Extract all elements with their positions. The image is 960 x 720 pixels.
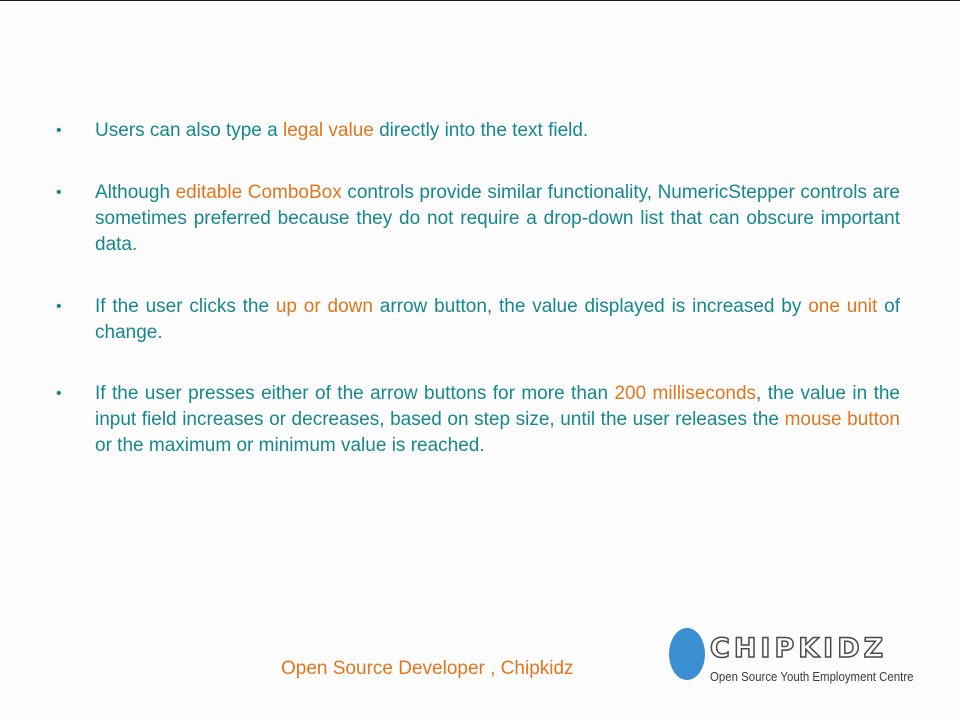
footer-credit: Open Source Developer , Chipkidz: [281, 658, 574, 679]
chipkidz-logo: [668, 626, 938, 690]
text-segment: , the value in the input field increases or decreases, based on step size, until the user releases the: [95, 383, 900, 430]
bullet-marker: •: [56, 298, 62, 315]
bullet-marker: •: [56, 122, 62, 139]
logo-wordmark: CHIPKIDZ: [710, 633, 888, 664]
text-segment: Although: [95, 182, 176, 203]
bullet-item: [56, 118, 900, 144]
bullet-text: [95, 383, 900, 456]
highlighted-term: mouse button: [784, 409, 900, 430]
highlighted-term: one unit: [808, 296, 878, 317]
highlighted-term: up or down: [275, 296, 373, 317]
text-segment: of change.: [95, 296, 901, 343]
bullet-item: [56, 294, 900, 346]
logo-tagline: Open Source Youth Employment Centre: [710, 669, 914, 684]
highlighted-term: legal value: [282, 120, 374, 141]
text-segment: arrow button, the value displayed is increased by: [372, 296, 809, 317]
bullet-text: [95, 182, 900, 255]
bullet-marker: •: [56, 184, 62, 201]
bullet-marker: •: [56, 385, 62, 402]
text-segment: or the maximum or minimum value is reached.: [95, 435, 485, 456]
bullet-list: [56, 118, 900, 459]
top-border-line: [0, 0, 960, 1]
bullet-text: [95, 120, 588, 141]
bullet-text: [95, 296, 900, 343]
bullet-item: [56, 180, 900, 258]
bullet-item: [56, 381, 900, 459]
text-segment: If the user presses either of the arrow buttons for more than: [95, 383, 615, 404]
highlighted-term: editable ComboBox: [175, 182, 342, 203]
text-segment: directly into the text field.: [373, 120, 589, 141]
highlighted-term: 200 milliseconds: [614, 383, 757, 404]
text-segment: Users can also type a: [95, 120, 283, 141]
blue-oval-logo-icon: [668, 626, 708, 682]
text-segment: controls provide similar functionality, NumericStepper controls are sometimes preferred because they do not require a drop-down list that can obscure important data.: [95, 182, 900, 255]
text-segment: If the user clicks the: [95, 296, 276, 317]
